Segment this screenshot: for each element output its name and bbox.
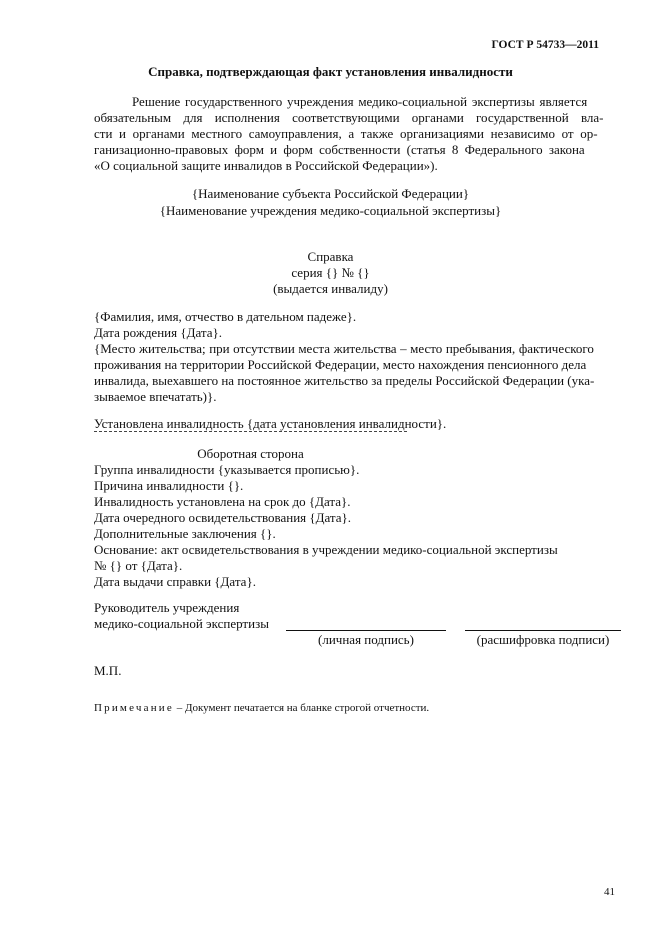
certificate-series: серия {} № {} bbox=[291, 265, 370, 280]
intro-paragraph bbox=[94, 94, 614, 174]
back-line: Инвалидность установлена на срок до {Дата}. bbox=[94, 494, 351, 509]
back-line: Дата очередного освидетельствования {Дата}. bbox=[94, 510, 352, 525]
page-number: 41 bbox=[604, 886, 615, 898]
signatory-title-line2: медико-социальной экспертизы bbox=[94, 616, 269, 631]
note-label: Примечание bbox=[94, 702, 174, 714]
personal-signature-caption: (личная подпись) bbox=[318, 632, 414, 647]
back-line: Основание: акт освидетельствования в учреждении медико-социальной экспертизы bbox=[94, 542, 558, 557]
recipient-name-field: {Фамилия, имя, отчество в дательном падеже}. bbox=[94, 309, 357, 324]
back-line: Причина инвалидности {}. bbox=[94, 478, 244, 493]
back-line: № {} от {Дата}. bbox=[94, 558, 183, 573]
intro-line: Решение государственного учреждения медико-социальной экспертизы является bbox=[132, 94, 588, 109]
intro-line: ганизационно-правовых форм и форм собственности (статья 8 Федерального закона bbox=[94, 142, 585, 157]
disability-established-field: Установлена инвалидность {дата установления инвалидности}. bbox=[94, 416, 447, 431]
back-line: Дополнительные заключения {}. bbox=[94, 526, 276, 541]
stamp-place: М.П. bbox=[94, 663, 122, 678]
back-line: Группа инвалидности {указывается прописью}. bbox=[94, 462, 360, 477]
certificate-heading: Справка bbox=[307, 249, 354, 264]
intro-line: «О социальной защите инвалидов в Российской Федерации»). bbox=[94, 158, 438, 173]
residence-line: {Место жительства; при отсутствии места жительства – место пребывания, фактического bbox=[94, 341, 594, 356]
date-of-birth-field: Дата рождения {Дата}. bbox=[94, 325, 222, 340]
certificate-issued-to: (выдается инвалиду) bbox=[273, 281, 388, 296]
signature-decode-caption: (расшифровка подписи) bbox=[476, 632, 610, 647]
residence-line: инвалида, выехавшего на постоянное жительство за пределы Российской Федерации (ука- bbox=[94, 373, 595, 388]
note bbox=[94, 701, 429, 717]
signature-decode-line bbox=[465, 630, 621, 631]
back-line: Дата выдачи справки {Дата}. bbox=[94, 574, 256, 589]
standard-header: ГОСТ Р 54733—2011 bbox=[491, 39, 599, 51]
residence-line: проживания на территории Российской Федерации, место нахождения пенсионного дела bbox=[94, 357, 587, 372]
note-text: – Документ печатается на бланке строгой отчетности. bbox=[176, 702, 430, 714]
institution-name: {Наименование учреждения медико-социальной экспертизы} bbox=[159, 203, 502, 218]
document-title: Справка, подтверждающая факт установления инвалидности bbox=[148, 64, 513, 79]
subject-name: {Наименование субъекта Российской Федерации} bbox=[191, 186, 470, 201]
personal-signature-line bbox=[286, 630, 446, 631]
back-side-heading: Оборотная сторона bbox=[197, 446, 304, 461]
intro-line: сти и органами местного самоуправления, а также организациями независимо от ор- bbox=[94, 126, 598, 141]
intro-line: обязательным для исполнения соответствующими органами государственной вла- bbox=[94, 110, 604, 125]
signatory-title-line1: Руководитель учреждения bbox=[94, 600, 240, 615]
cut-line-divider bbox=[94, 431, 407, 432]
residence-line: зываемое впечатать)}. bbox=[94, 389, 217, 404]
